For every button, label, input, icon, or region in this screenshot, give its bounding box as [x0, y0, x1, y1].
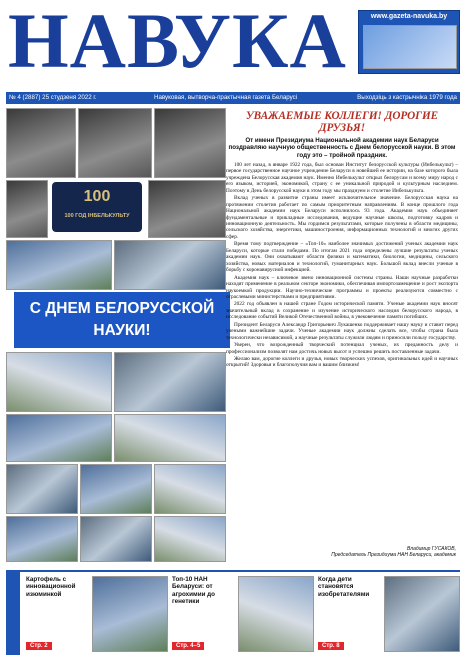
main-content — [6, 108, 460, 560]
masthead — [6, 0, 460, 92]
photo-lab — [114, 240, 226, 290]
article-body — [226, 162, 458, 369]
teaser-title[interactable]: Когда дети становятся изобретателями — [318, 576, 370, 598]
teaser-inventors[interactable] — [318, 576, 460, 652]
teaser-page-ref[interactable]: Стр. 4–5 — [172, 642, 204, 650]
photo-green-car — [114, 414, 226, 462]
inbelkult-badge — [52, 182, 142, 232]
teaser-title[interactable]: Картофель с инновационной изюминкой — [26, 576, 76, 598]
article-paragraph: 2022 год объявлен в нашей стране Годом исторической памяти. Ученые академии наук вносят значительный вклад в сохранение и изучение исторического наследия белорусского народа, в исследование событий Великой Отечественной войны, в увековечение памяти погибших. — [226, 301, 458, 321]
teaser-image-inventors — [384, 576, 460, 652]
teaser-page-ref[interactable]: Стр. 2 — [26, 642, 52, 650]
photo-researchers — [6, 414, 112, 462]
badge-caption: 100 ГОД ІНБЕЛЬКУЛЬТУ — [64, 213, 130, 219]
teaser-potato[interactable] — [26, 576, 168, 652]
photo-device — [154, 464, 226, 514]
photo-building — [6, 240, 112, 290]
newspaper-logo: НАВУКА — [8, 0, 347, 84]
article-paragraph: Желаю вам, дорогие коллеги и друзья, новых творческих успехов, оригинальных идей и научных открытий! Здоровья и благополучия вам и вашим близким! — [226, 356, 458, 369]
photo-forest — [154, 516, 226, 562]
article-paragraph: Вклад ученых в развитие страны имеет исключительное значение. Белорусская наука на протяжении столетия работает по самым приоритетным направлениям. В конце прошлого года Национальной академии наук Беларуси исполнилось 93 года. Академия наук объединяет фундаментальные и прикладные исследования, ведущие научные школы, подготовку кадров и инновационную деятельность. Мы гордимся результатами, которые получены в области медицины, сельского хозяйства, энергетики, машиностроения, информационных технологий и многих других сфер. — [226, 195, 458, 240]
article-lead: От имени Президиума Национальной академии наук Беларуси поздравляю научную общественность с Днем белорусской науки. В этом году это – тройной праздник. — [228, 137, 456, 159]
photo-microscope — [6, 516, 78, 562]
article-paragraph: Уверен, что возрожденный творческий потенциал ученых, их преданность делу и профессионализм позволят нам достичь новых высот и успешно решить поставленные задачи. — [226, 342, 458, 355]
photo-100-stamp — [114, 352, 226, 412]
signature-name: Владимир ГУСАКОВ, — [406, 546, 456, 552]
teaser-title[interactable]: Топ-10 НАН Беларуси: от агрохимии до генетики — [172, 576, 216, 606]
photo-scientists — [80, 464, 152, 514]
teaser-image-top10 — [238, 576, 314, 652]
article-paragraph: Время тому подтверждение – «Топ-10» наиболее значимых достижений ученых академии наук Беларуси, которые стали победами. По итогам 2021 года определены лучшие результаты ученых академии наук. Они охватывают области физики и математики, биологии, медицины, сельского хозяйства, новых материалов и технологий, гуманитарных наук. Большой вклад внесли ученые в борьбу с коронавирусной инфекцией. — [226, 241, 458, 274]
photo-historic-3 — [154, 108, 226, 178]
photo-lab-equipment — [6, 464, 78, 514]
teaser-top10[interactable] — [172, 576, 314, 652]
photo-historic-4 — [6, 180, 48, 238]
issue-number: № 4 (2887) 25 студзеня 2022 г. — [9, 94, 97, 101]
article-signature — [331, 546, 456, 558]
photo-vehicle — [80, 516, 152, 562]
greeting-article — [224, 108, 460, 560]
issue-info-bar — [6, 92, 460, 104]
newspaper-subtitle: Навуковая, вытворча-практычная газета Беларусі — [154, 94, 298, 101]
website-promo[interactable] — [358, 10, 460, 74]
photo-historic-1 — [6, 108, 76, 178]
article-headline: УВАЖАЕМЫЕ КОЛЛЕГИ! ДОРОГИЕ ДРУЗЬЯ! — [245, 110, 439, 134]
anons-label — [6, 572, 20, 655]
article-paragraph: 100 лет назад, в январе 1922 года, был основан Институт белорусской культуры (Инбелькульт) – первое государственное научное учреждение Беларуси в новейшей ее истории, на базе которого была учреждена Белорусская академия наук. Именно Инбелькульт открыл белорусам и всему миру народ с его языком, историей, экономикой, страну с ее уникальной природой и культурным наследием. Поэтому в День белорусской науки в этом году мы празднуем и столетие Инбелькульта. — [226, 161, 458, 194]
photo-conference — [6, 352, 112, 412]
article-paragraph: Академия наук – ключевое звено инновационной системы страны. Наши научные разработки находят применение в реальном секторе экономики, обеспечивая импортозамещение и рост экспорта наукоемкой продукции. Научно-технические программы и проекты реализуются совместно с отраслевыми министерствами и предприятиями. — [226, 274, 458, 300]
photo-historic-2 — [78, 108, 152, 178]
badge-number: 100 — [83, 188, 111, 205]
teaser-image-potato — [92, 576, 168, 652]
signature-title: Председатель Президиума НАН Беларуси, академик — [331, 552, 456, 558]
teaser-strip — [6, 570, 460, 655]
teaser-page-ref[interactable]: Стр. 8 — [318, 642, 344, 650]
photo-historic-5 — [148, 180, 226, 238]
article-paragraph: Президент Беларуси Александр Григорьевич Лукашенко поддерживает нашу науку и ставит перед учеными важнейшие задачи. Ученые академии наук должны сделать все, чтобы страна была технологически независимой, а научные результаты служили людям и приносили пользу государству. — [226, 321, 458, 341]
promo-image — [363, 25, 457, 69]
website-url[interactable]: www.gazeta-navuka.by — [370, 13, 448, 20]
science-day-banner: С ДНЕМ БЕЛОРУССКОЙ НАУКИ! — [14, 292, 230, 348]
since-date: Выходзіць з кастрычніка 1979 года — [357, 94, 457, 101]
